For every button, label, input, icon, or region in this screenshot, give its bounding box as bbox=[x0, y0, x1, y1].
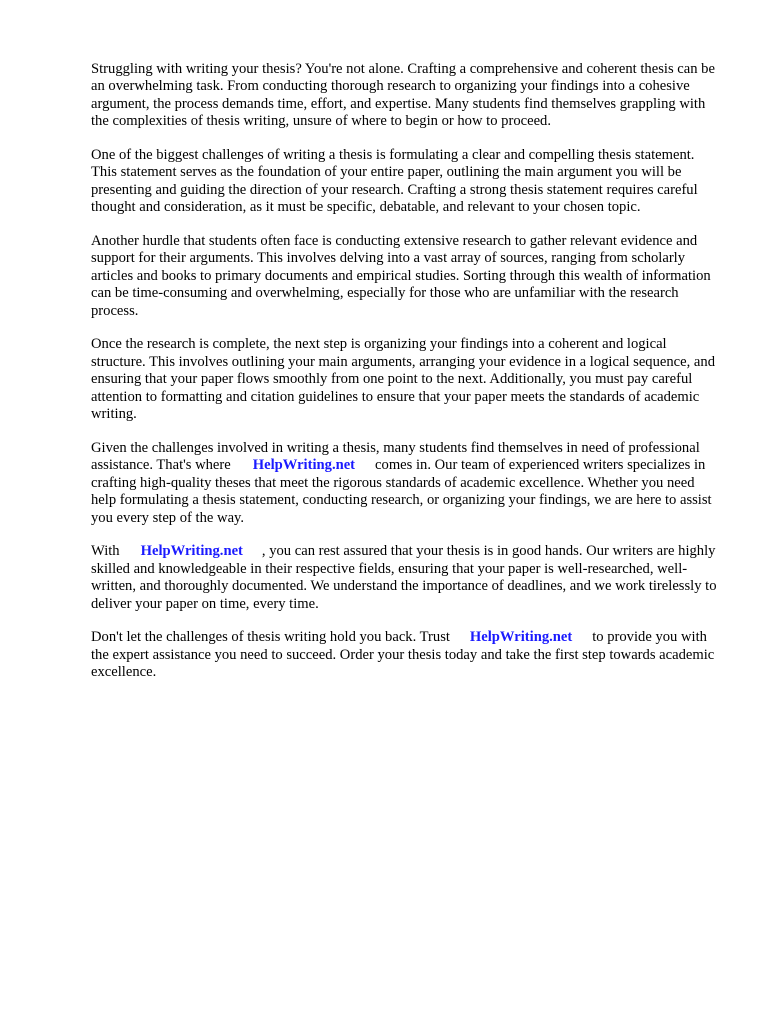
helpwriting-link[interactable]: HelpWriting.net bbox=[140, 543, 243, 560]
paragraph-good-hands-text-after: , you can rest assured that your thesis is in good hands. Our writers are highly skilled and knowledgeable in their respective fields, ensuring that your paper is well-researched, well-written, and thoroughly documented. We understand the importance of deadlines, and we work tirelessly to deliver your paper on time, every time. bbox=[91, 543, 717, 612]
paragraph-good-hands-text-before: With bbox=[91, 543, 120, 560]
paragraph-thesis-statement: One of the biggest challenges of writing a thesis is formulating a clear and compelling thesis statement. This statement serves as the foundation of your entire paper, outlining the main argument you will be presenting and guiding the direction of your research. Crafting a strong thesis statement requires careful thought and consideration, as it must be specific, debatable, and relevant to your chosen topic. bbox=[91, 147, 698, 216]
paragraph-intro: Struggling with writing your thesis? You're not alone. Crafting a comprehensive and coherent thesis can be an overwhelming task. From conducting thorough research to organizing your findings into a cohesive argument, the process demands time, effort, and expertise. Many students find themselves grappling with the complexities of thesis writing, unsure of where to begin or how to proceed. bbox=[91, 61, 715, 130]
helpwriting-link[interactable]: HelpWriting.net bbox=[469, 629, 573, 646]
helpwriting-link[interactable]: HelpWriting.net bbox=[252, 457, 356, 474]
paragraph-conclusion-text-after: to provide you with the expert assistance you need to succeed. Order your thesis today and take the first step towards academic excellence. bbox=[91, 629, 715, 681]
paragraph-conclusion bbox=[91, 629, 723, 681]
paragraph-conclusion-text-before: Don't let the challenges of thesis writing hold you back. Trust bbox=[91, 629, 450, 646]
document-page bbox=[91, 61, 723, 698]
paragraph-assistance-text-before: Given the challenges involved in writing a thesis, many students find themselves in need of professional assistance. That's where bbox=[91, 439, 700, 474]
paragraph-assistance-text-after: comes in. Our team of experienced writers specializes in crafting high-quality theses that meet the rigorous standards of academic excellence. Whether you need help formulating a thesis statement, conducting research, or organizing your findings, we are here to assist you every step of the way. bbox=[91, 457, 712, 526]
paragraph-assistance bbox=[91, 440, 723, 527]
paragraph-research: Another hurdle that students often face is conducting extensive research to gather relevant evidence and support for their arguments. This involves delving into a vast array of sources, ranging from scholarly articles and books to primary documents and empirical studies. Sorting through this wealth of information can be time-consuming and overwhelming, especially for those who are unfamiliar with the research process. bbox=[91, 233, 711, 319]
paragraph-good-hands bbox=[91, 543, 723, 613]
paragraph-organizing: Once the research is complete, the next step is organizing your findings into a coherent and logical structure. This involves outlining your main arguments, arranging your evidence in a logical sequence, and ensuring that your paper flows smoothly from one point to the next. Additionally, you must pay careful attention to formatting and citation guidelines to ensure that your paper meets the standards of academic writing. bbox=[91, 336, 715, 423]
